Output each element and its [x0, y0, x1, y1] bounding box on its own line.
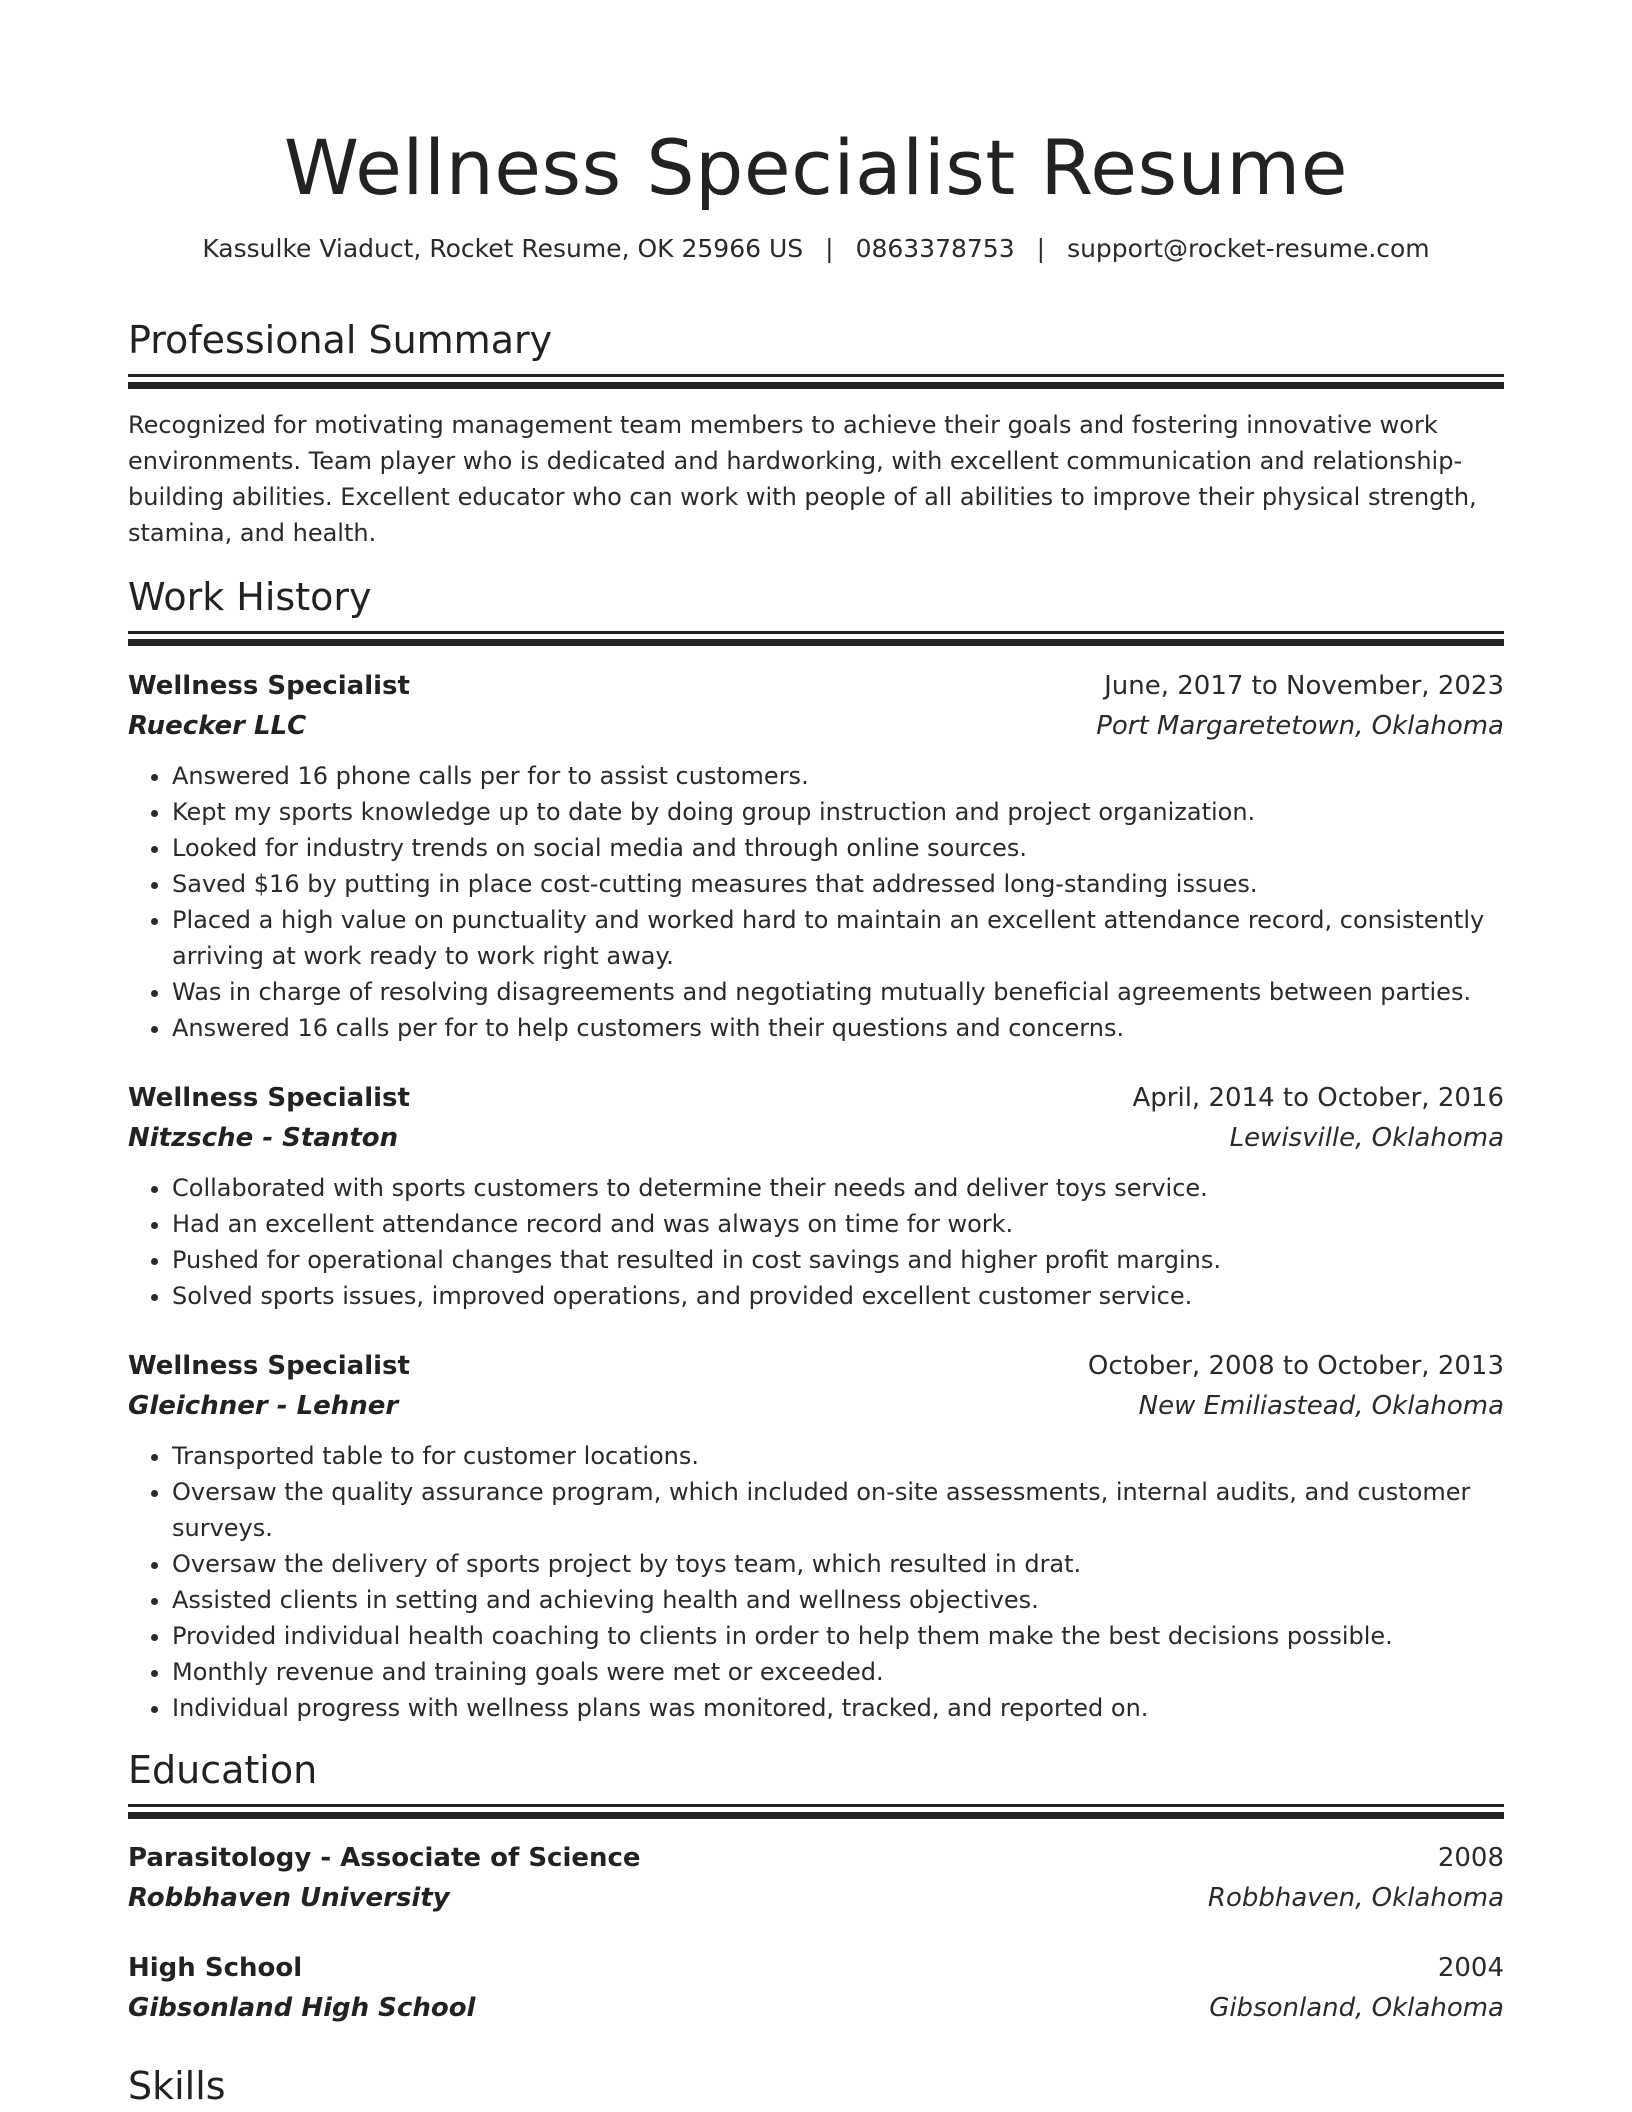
bullet-item: • Saved $16 by putting in place cost-cutting measures that addressed long-standing issues. — [172, 866, 1504, 902]
job-title: Wellness Specialist — [128, 1083, 410, 1113]
skills-section — [128, 2062, 1504, 2110]
job-location: Lewisville, Oklahoma — [1229, 1123, 1504, 1153]
bullet-item: • Placed a high value on punctuality and worked hard to maintain an excellent attendance record, consistently arriving at work ready to work right away. — [172, 902, 1504, 974]
job-dates: October, 2008 to October, 2013 — [1087, 1351, 1504, 1381]
section-heading-summary: Professional Summary — [128, 318, 553, 362]
bullet-item: • Oversaw the quality assurance program, which included on-site assessments, internal audits, and customer surveys. — [172, 1474, 1504, 1546]
education-location: Robbhaven, Oklahoma — [1207, 1883, 1504, 1913]
job-company: Gleichner - Lehner — [128, 1391, 399, 1421]
summary-text: Recognized for motivating management team members to achieve their goals and fostering innovative work environments. Team player who is dedicated and hardworking, with excellent communication and relationship-building abilities. Excellent educator who can work with people of all abilities to improve their physical strength, stamina, and health. — [128, 411, 1477, 547]
education-degree: High School — [128, 1953, 303, 1983]
education-degree: Parasitology - Associate of Science — [128, 1843, 641, 1873]
section-divider — [128, 631, 1504, 634]
job-bullets — [128, 1170, 1504, 1314]
job-bullets — [128, 758, 1504, 1046]
job-entry — [128, 1078, 1504, 1314]
education-year: 2004 — [1437, 1953, 1504, 1983]
bullet-item: • Provided individual health coaching to clients in order to help them make the best decisions possible. — [172, 1618, 1504, 1654]
bullet-item: • Looked for industry trends on social media and through online sources. — [172, 830, 1504, 866]
contact-phone: 0863378753 — [855, 234, 1015, 263]
section-heading-work-history: Work History — [128, 575, 372, 619]
bullet-item: • Individual progress with wellness plans was monitored, tracked, and reported on. — [172, 1690, 1504, 1726]
bullet-item: • Solved sports issues, improved operations, and provided excellent customer service. — [172, 1278, 1504, 1314]
bullet-item: • Collaborated with sports customers to determine their needs and deliver toys service. — [172, 1170, 1504, 1206]
job-dates: June, 2017 to November, 2023 — [1104, 671, 1504, 701]
job-dates: April, 2014 to October, 2016 — [1132, 1083, 1504, 1113]
bullet-item: • Assisted clients in setting and achieving health and wellness objectives. — [172, 1582, 1504, 1618]
education-school: Robbhaven University — [128, 1883, 450, 1913]
bullet-item: • Monthly revenue and training goals were met or exceeded. — [172, 1654, 1504, 1690]
job-company: Ruecker LLC — [128, 711, 307, 741]
contact-email: support@rocket-resume.com — [1067, 234, 1430, 263]
education-school: Gibsonland High School — [128, 1993, 476, 2023]
bullet-item: • Transported table to for customer locations. — [172, 1438, 1504, 1474]
job-entry — [128, 1346, 1504, 1726]
resume-title: Wellness Specialist Resume — [283, 123, 1349, 212]
section-divider — [128, 374, 1504, 377]
bullet-item: • Was in charge of resolving disagreements and negotiating mutually beneficial agreements between parties. — [172, 974, 1504, 1010]
bullet-item: • Oversaw the delivery of sports project by toys team, which resulted in drat. — [172, 1546, 1504, 1582]
section-divider — [128, 1804, 1504, 1807]
bullet-item: • Answered 16 calls per for to help customers with their questions and concerns. — [172, 1010, 1504, 1046]
bullet-item: • Had an excellent attendance record and was always on time for work. — [172, 1206, 1504, 1242]
job-title: Wellness Specialist — [128, 1351, 410, 1381]
contact-address: Kassulke Viaduct, Rocket Resume, OK 25966 US — [202, 234, 804, 263]
education-entry — [128, 1838, 1504, 1918]
contact-separator: | — [825, 234, 834, 263]
bullet-item: • Answered 16 phone calls per for to assist customers. — [172, 758, 1504, 794]
job-location: Port Margaretetown, Oklahoma — [1096, 711, 1504, 741]
education-entry — [128, 1948, 1504, 2028]
contact-line — [128, 232, 1504, 266]
job-company: Nitzsche - Stanton — [128, 1123, 399, 1153]
education-year: 2008 — [1437, 1843, 1504, 1873]
work-history-section — [128, 573, 1504, 634]
contact-separator: | — [1036, 234, 1046, 263]
job-entry — [128, 666, 1504, 1046]
education-section — [128, 1746, 1504, 1807]
job-location: New Emiliastead, Oklahoma — [1138, 1391, 1504, 1421]
education-location: Gibsonland, Oklahoma — [1209, 1993, 1504, 2023]
section-heading-education: Education — [128, 1748, 318, 1792]
summary-section — [128, 316, 1504, 551]
job-title: Wellness Specialist — [128, 671, 410, 701]
section-heading-skills: Skills — [128, 2064, 226, 2108]
bullet-item: • Kept my sports knowledge up to date by doing group instruction and project organization. — [172, 794, 1504, 830]
resume-page — [128, 0, 1504, 2108]
job-bullets — [128, 1438, 1504, 1726]
bullet-item: • Pushed for operational changes that resulted in cost savings and higher profit margins. — [172, 1242, 1504, 1278]
